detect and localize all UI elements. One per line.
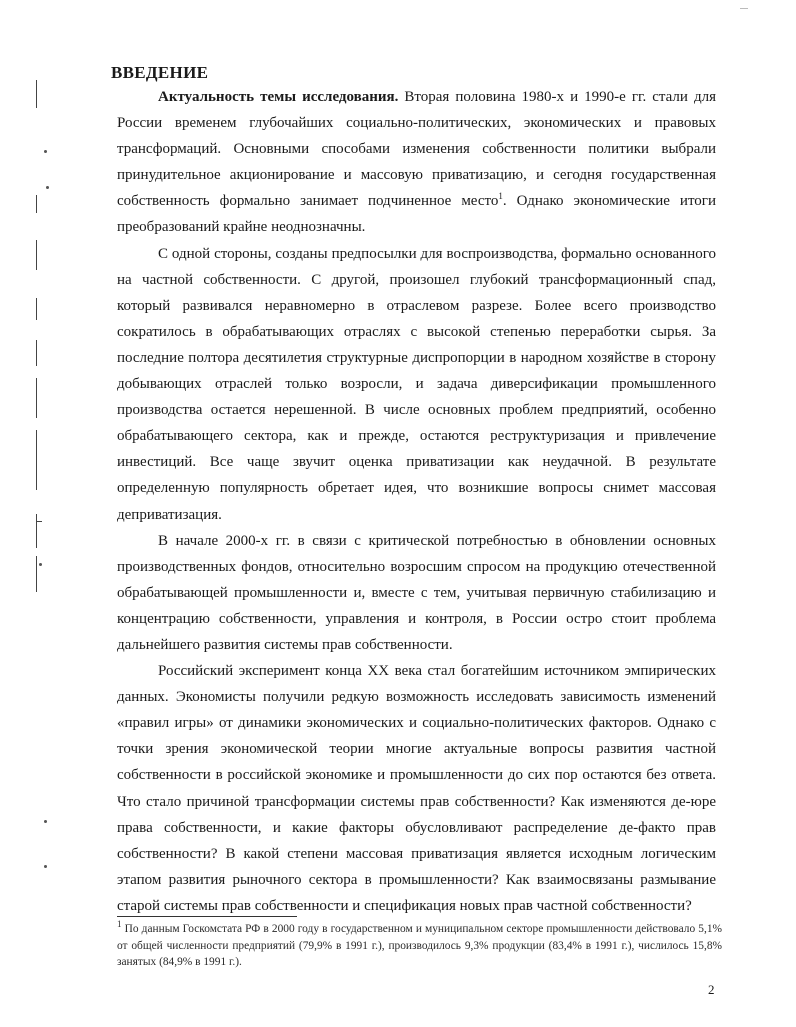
scan-margin-mark: [36, 556, 37, 592]
scan-margin-mark: [36, 195, 37, 213]
scan-dot: [39, 563, 42, 566]
scan-margin-mark: [36, 340, 37, 366]
paragraph: Российский эксперимент конца XX века стал богатейшим источником эмпирических данных. Экономисты получили редкую возможность исследовать зависимость изменений «правил игры» от динамики экономических и социально-политических факторов. Однако с точки зрения экономической теории многие актуальные вопросы развития частной собственности в российской экономике и промышленности до сих пор остаются без ответа. Что стало причиной трансформации системы прав собственности? Как изменяются де-юре права собственности, и какие факторы обусловливают распределение де-факто прав собственности? В какой степени массовая приватизация является исходным логическим этапом развития рыночного сектора в промышленности? Как взаимосвязаны размывание старой системы прав собственности и спецификация новых прав частной собственности?: [117, 663, 716, 914]
scan-dot: [46, 186, 49, 189]
paragraph: С одной стороны, созданы предпосылки для воспроизводства, формально основанного на частной собственности. С другой, произошел глубокий трансформационный спад, который развивался неравномерно в отраслевом разрезе. Более всего производство сократилось в обрабатывающих отраслях с высокой степенью переработки сырья. За последние полтора десятилетия структурные диспропорции в народном хозяйстве в сторону добывающих отраслей только возросли, и задача диверсификации промышленного производства остается нерешенной. В числе основных проблем предприятий, особенно обрабатывающего сектора, как и прежде, остаются реструктуризация и привлечение инвестиций. Все чаще звучит оценка приватизации как неудачной. В результате определенную популярность обретает идея, что возникшие вопросы снимет массовая деприватизация.: [117, 245, 716, 523]
footnote: [117, 921, 722, 971]
scan-margin-mark: [36, 80, 37, 108]
footnote-area: [117, 921, 722, 971]
page-number: 2: [708, 982, 715, 997]
scan-dot: [44, 820, 47, 823]
scan-margin-mark: [36, 514, 37, 548]
footnote-marker: 1: [117, 919, 122, 930]
footnote-text: По данным Госкомстата РФ в 2000 году в государственном и муниципальном секторе промышленности действовало 5,1% от общей численности предприятий (79,9% в 1991 г.), производилось 9,3% продукции (83,4% в 1991 г.), числилось 15,8% занятых (84,9% в 1991 г.).: [117, 923, 722, 968]
scan-margin-mark: [36, 430, 37, 490]
scan-dot: [44, 865, 47, 868]
paragraph-relevance: [117, 84, 716, 241]
body-text: [117, 84, 716, 919]
footnote-reference[interactable]: 1: [498, 191, 503, 202]
section-heading: ВВЕДЕНИЕ: [111, 63, 209, 82]
scan-margin-mark: [36, 240, 37, 270]
paragraph-text: Вторая половина 1980-х и 1990-е гг. стали для России временем глубочайших социально-политических, экономических и правовых трансформаций. Основными способами изменения собственности политики выбрали принудительное акционирование и массовую приватизацию, и сегодня государственная собственность формально занимает подчиненное место: [117, 89, 716, 210]
scan-margin-mark: [36, 298, 37, 320]
paragraph: В начале 2000-х гг. в связи с критической потребностью в обновлении основных производственных фондов, относительно возросшим спросом на продукцию отечественной обрабатывающей промышленности и, вместе с тем, учитывая первичную стабилизацию и концентрацию собственности, управления и контроля, в России остро стоит проблема дальнейшего развития системы прав собственности.: [117, 532, 716, 653]
scan-margin-mark: [36, 378, 37, 418]
scan-margin-mark: [36, 521, 42, 522]
scan-dot: [44, 150, 47, 153]
paragraph-tail: . Однако экономические итоги преобразований крайне неоднозначны.: [117, 193, 716, 236]
footnote-separator: [117, 916, 297, 917]
scan-corner-mark: [740, 8, 748, 9]
paragraph-lead-in: Актуальность темы исследования.: [158, 89, 399, 105]
